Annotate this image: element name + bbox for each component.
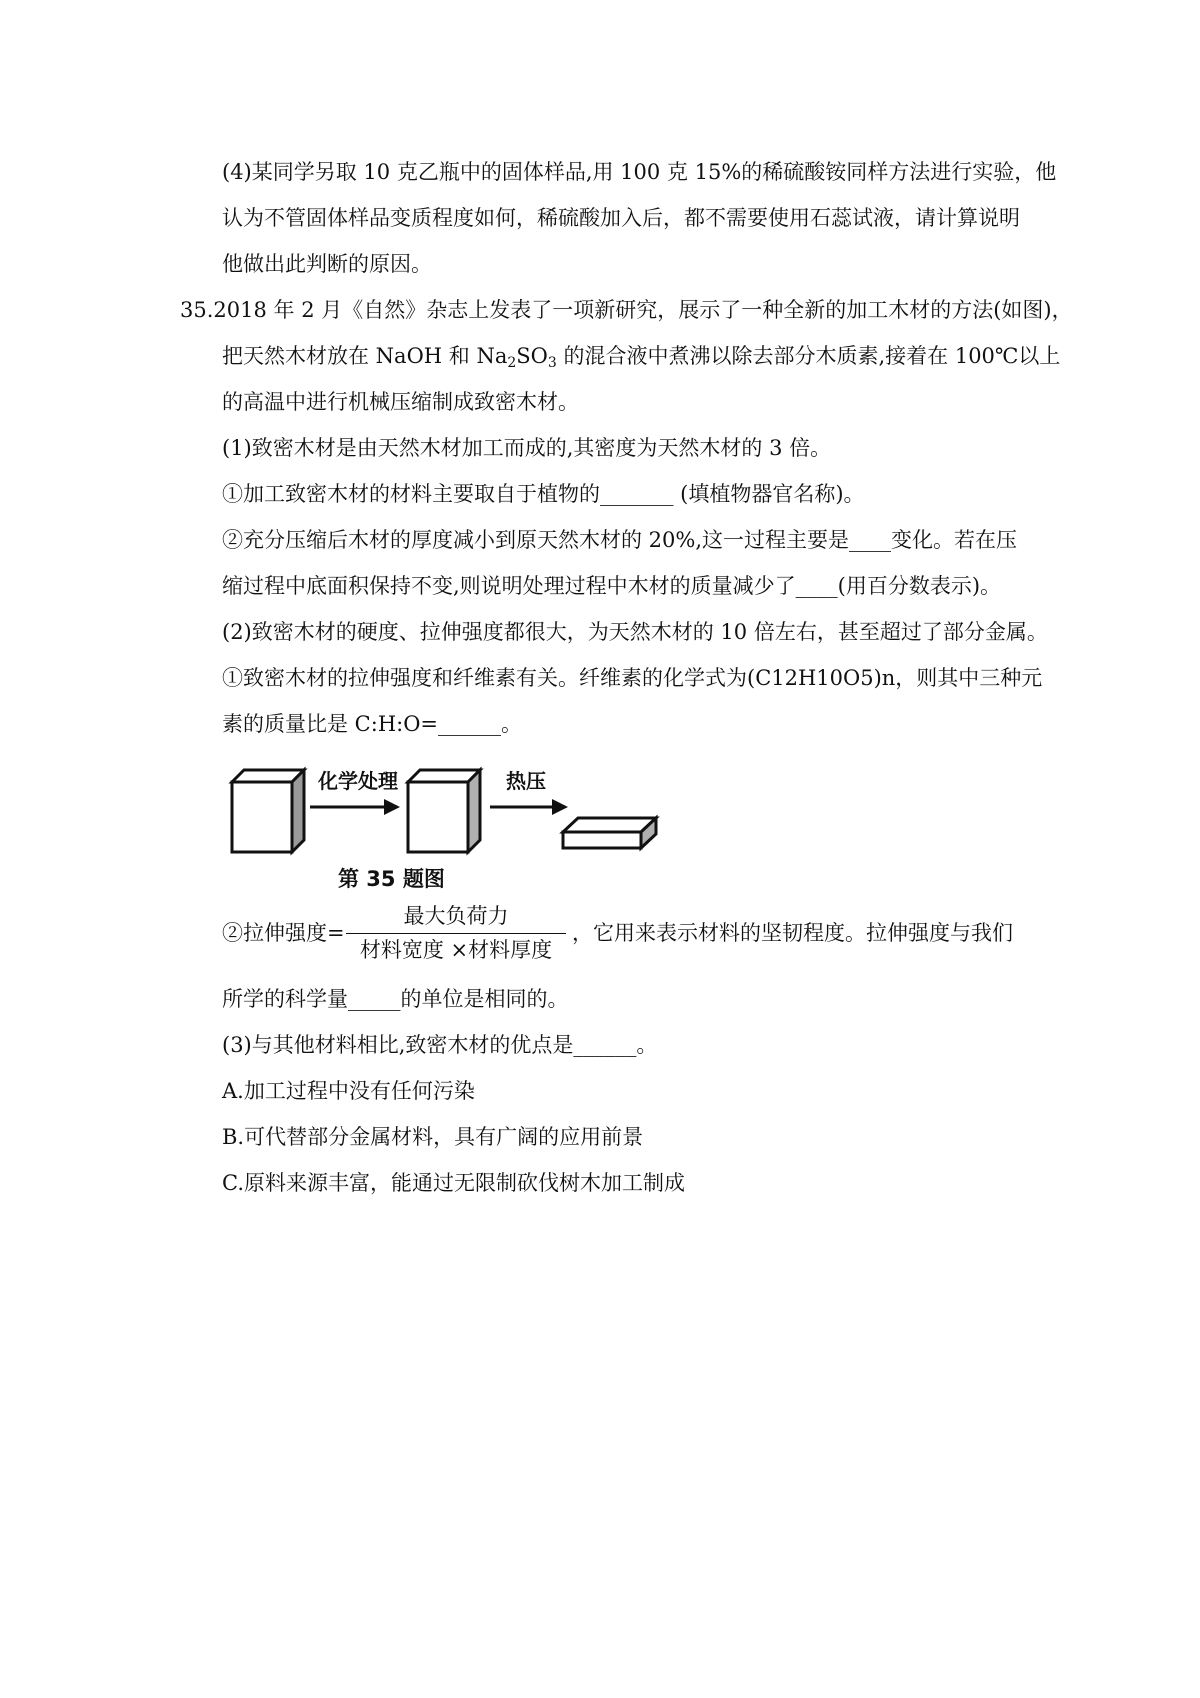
- fraction-bar: [346, 933, 566, 934]
- natural-wood-cube: [232, 770, 304, 852]
- q35-part3: (3)与其他材料相比,致密木材的优点是______。: [222, 1033, 658, 1057]
- q34-part4-line1: (4)某同学另取 10 克乙瓶中的固体样品,用 100 克 15%的稀硫酸铵同样方法进行实验，他: [222, 160, 1057, 184]
- q35-intro-line3: 的高温中进行机械压缩制成致密木材。: [222, 390, 579, 414]
- fraction-numerator: 最大负荷力: [403, 904, 509, 928]
- q34-part4-line2: 认为不管固体样品变质程度如何，稀硫酸加入后，都不需要使用石蕊试液，请计算说明: [222, 206, 1020, 230]
- option-a: A.加工过程中没有任何污染: [222, 1079, 475, 1103]
- treated-wood-cube: [408, 770, 480, 852]
- figure-caption: 第 35 题图: [338, 867, 445, 891]
- q35-part1-2-line1: ②充分压缩后木材的厚度减小到原天然木材的 20%,这一过程主要是____变化。若在压: [222, 528, 1018, 552]
- wood-process-figure: [228, 760, 728, 910]
- chem-treatment-label: 化学处理: [318, 769, 398, 793]
- q35-part2-2-line2: 所学的科学量_____的单位是相同的。: [222, 987, 569, 1011]
- q35-part1-2-line2: 缩过程中底面积保持不变,则说明处理过程中木材的质量减少了____(用百分数表示)。: [222, 574, 1002, 598]
- q35-part1: (1)致密木材是由天然木材加工而成的,其密度为天然木材的 3 倍。: [222, 436, 832, 460]
- tensile-strength-prefix: ②拉伸强度=: [222, 921, 345, 945]
- q35-part1-1: ①加工致密木材的材料主要取自于植物的_______ (填植物器官名称)。: [222, 482, 865, 506]
- q35-intro-line1: 35.2018 年 2 月《自然》杂志上发表了一项新研究，展示了一种全新的加工木材的方法(如图)，: [180, 298, 1073, 322]
- dense-wood-slab: [563, 818, 656, 848]
- q35-part2: (2)致密木材的硬度、拉伸强度都很大，为天然木材的 10 倍左右，甚至超过了部分金属。: [222, 620, 1048, 644]
- tensile-strength-suffix: ，它用来表示材料的坚韧程度。拉伸强度与我们: [572, 921, 1013, 945]
- arrow-chemical: [310, 799, 400, 815]
- fraction-denominator: 材料宽度 ×材料厚度: [359, 938, 553, 962]
- option-c: C.原料来源丰富，能通过无限制砍伐树木加工制成: [222, 1171, 685, 1195]
- q34-part4-line3: 他做出此判断的原因。: [222, 252, 432, 276]
- arrow-hot-press: [490, 799, 568, 815]
- q35-part2-1-line1: ①致密木材的拉伸强度和纤维素有关。纤维素的化学式为(C12H10O5)n，则其中三种元: [222, 666, 1043, 690]
- option-b: B.可代替部分金属材料，具有广阔的应用前景: [222, 1125, 644, 1149]
- tensile-strength-fraction: [346, 902, 566, 964]
- hot-press-label: 热压: [506, 769, 546, 793]
- q35-part2-1-line2: 素的质量比是 C:H:O=______。: [222, 712, 523, 736]
- q35-intro-line2: 把天然木材放在 NaOH 和 $Na_2SO_3$ 的混合液中煮沸以除去部分木质素,接着在 100℃以上: [222, 344, 1061, 371]
